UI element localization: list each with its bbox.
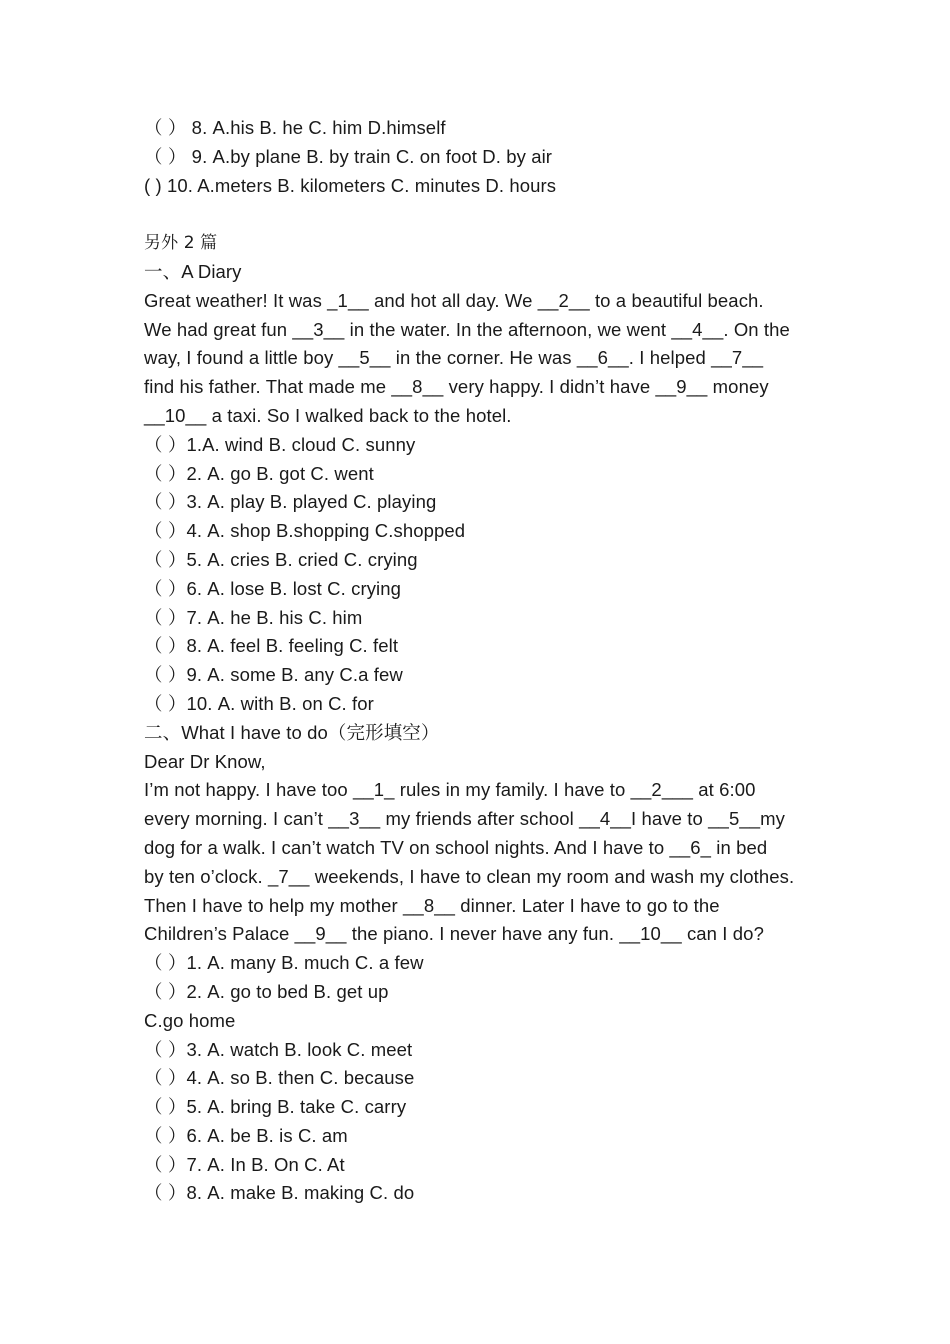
question-line: C.go home [144,1009,236,1031]
passage-line: Great weather! It was _1__ and hot all day. We __2__ to a beautiful beach. [144,289,764,311]
question-line: ( ) 10. A.meters B. kilometers C. minutes D. hours [144,174,557,196]
question-line: （ ）6. A. lose B. lost C. crying [144,577,402,599]
question-line: （ ）5. A. bring B. take C. carry [144,1096,407,1118]
section1-title: 一、A Diary [144,260,242,282]
passage-line: Then I have to help my mother __8__ dinner. Later I have to go to the [144,894,720,916]
question-line: （ ）7. A. In B. On C. At [144,1153,345,1175]
question-line: （ ）1. A. many B. much C. a few [144,952,424,974]
question-line: （ ）2. A. go to bed B. get up [144,980,389,1002]
passage-line: Children’s Palace __9__ the piano. I never have any fun. __10__ can I do? [144,923,764,945]
question-line: （ ）6. A. be B. is C. am [144,1124,348,1146]
question-line: （ ）8. A. feel B. feeling C. felt [144,635,399,657]
question-line: （ ）3. A. watch B. look C. meet [144,1038,413,1060]
question-line: （ ）5. A. cries B. cried C. crying [144,548,418,570]
passage-line: way, I found a little boy __5__ in the corner. He was __6__. I helped __7__ [144,347,764,369]
question-line: （ ）9. A. some B. any C.a few [144,664,403,686]
document-page [144,114,824,1208]
passage-line: by ten o’clock. _7__ weekends, I have to clean my room and wash my clothes. [144,865,795,887]
section2-title: 二、What I have to do（完形填空） [144,721,440,743]
passage-line: every morning. I can’t __3__ my friends after school __4__I have to __5__my [144,808,785,830]
question-line: （ ）7. A. he B. his C. him [144,606,363,628]
question-line: （ ）10. A. with B. on C. for [144,692,374,714]
salutation: Dear Dr Know, [144,750,266,772]
question-line: （ ）4. A. shop B.shopping C.shopped [144,520,466,542]
question-line: （ ）1.A. wind B. cloud C. sunny [144,433,416,455]
passage-line: __10__ a taxi. So I walked back to the hotel. [144,404,512,426]
question-line: （ ） 9. A.by plane B. by train C. on foot D. by air [144,145,553,167]
extra-heading: 另外 2 篇 [144,233,218,254]
passage-line: I’m not happy. I have too __1_ rules in my family. I have to __2___ at 6:00 [144,779,756,801]
question-line: （ ）4. A. so B. then C. because [144,1067,415,1089]
question-line: （ ）8. A. make B. making C. do [144,1182,415,1204]
passage-line: dog for a walk. I can’t watch TV on school nights. And I have to __6_ in bed [144,836,768,858]
passage-line: We had great fun __3__ in the water. In the afternoon, we went __4__. On the [144,318,790,340]
spacer [144,200,824,229]
question-line: （ ） 8. A.his B. he C. him D.himself [144,117,446,138]
question-line: （ ）2. A. go B. got C. went [144,462,374,484]
question-line: （ ）3. A. play B. played C. playing [144,491,437,513]
passage-line: find his father. That made me __8__ very happy. I didn’t have __9__ money [144,376,769,398]
